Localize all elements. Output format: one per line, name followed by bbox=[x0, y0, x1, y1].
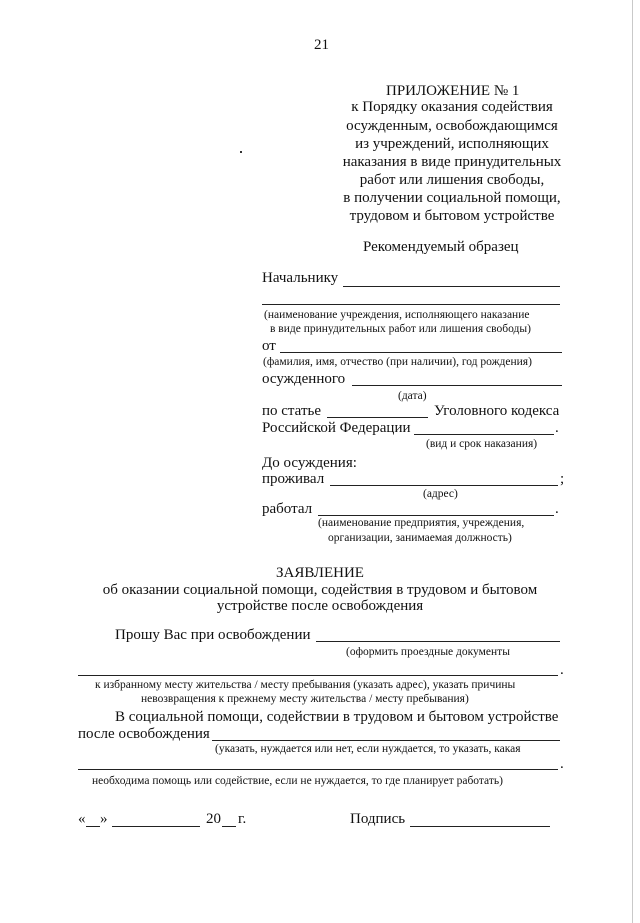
help-line bbox=[78, 769, 558, 770]
appendix-line: наказания в виде принудительных bbox=[342, 154, 562, 170]
signature-line bbox=[410, 826, 550, 827]
residence-hint: невозвращения к прежнему месту жительства / месту пребывания) bbox=[141, 693, 469, 705]
institution-line bbox=[262, 304, 560, 305]
sample-note: Рекомендуемый образец bbox=[363, 239, 519, 255]
institution-hint: в виде принудительных работ или лишения свободы) bbox=[270, 323, 531, 335]
code-label: Уголовного кодекса bbox=[434, 403, 560, 419]
date-open-quote: « bbox=[78, 811, 86, 827]
semicolon-mark: ; bbox=[560, 471, 565, 487]
from-label: от bbox=[262, 338, 276, 354]
social-line: после освобождения bbox=[78, 726, 210, 742]
appendix-line: в получении социальной помощи, bbox=[343, 190, 561, 206]
date-year-suffix: г. bbox=[238, 811, 247, 827]
work-hint: (наименование предприятия, учреждения, bbox=[318, 517, 525, 529]
help-hint: необходима помощь или содействие, если не нуждается, то где планирует работать) bbox=[92, 775, 503, 787]
appendix-line: к Порядку оказания содействия bbox=[351, 99, 553, 115]
convict-label: осужденного bbox=[262, 371, 346, 387]
from-line bbox=[280, 352, 562, 353]
statement-title: ЗАЯВЛЕНИЕ bbox=[276, 565, 364, 581]
lived-label: проживал bbox=[262, 471, 325, 487]
appendix-line: трудовом и бытовом устройстве bbox=[349, 208, 555, 224]
date-year-prefix: 20 bbox=[206, 811, 221, 827]
work-hint: организации, занимаемая должность) bbox=[328, 532, 512, 544]
federation-label: Российской Федерации bbox=[262, 420, 411, 436]
date-month-line bbox=[112, 826, 200, 827]
page-number: 21 bbox=[314, 37, 329, 53]
request-line bbox=[316, 641, 560, 642]
social-line: В социальной помощи, содействии в трудовом и бытовом устройстве bbox=[115, 709, 559, 725]
period-mark: . bbox=[555, 420, 559, 436]
statement-subtitle: устройстве после освобождения bbox=[216, 598, 424, 614]
line-end-mark: . bbox=[560, 662, 564, 678]
signature-label: Подпись bbox=[350, 811, 406, 827]
appendix-line: работ или лишения свободы, bbox=[359, 172, 545, 188]
chief-label: Начальнику bbox=[262, 270, 339, 286]
sentence-hint: (вид и срок наказания) bbox=[426, 438, 538, 450]
scan-speck bbox=[240, 151, 242, 153]
social-answer-line bbox=[212, 740, 560, 741]
date-year-line bbox=[222, 826, 236, 827]
sentence-line bbox=[414, 434, 554, 435]
line-end-mark: . bbox=[560, 756, 564, 772]
appendix-title: ПРИЛОЖЕНИЕ № 1 bbox=[386, 83, 520, 99]
statement-subtitle: об оказании социальной помощи, содействия в трудовом и бытовом bbox=[102, 582, 538, 598]
request-label: Прошу Вас при освобождении bbox=[115, 627, 311, 643]
worked-line bbox=[318, 515, 554, 516]
appendix-line: осужденным, освобождающимся bbox=[346, 118, 558, 134]
chief-line bbox=[343, 286, 560, 287]
worked-period-mark: . bbox=[555, 501, 559, 517]
residence-hint: к избранному месту жительства / месту пребывания (указать адрес), указать причины bbox=[95, 679, 516, 691]
date-hint: (дата) bbox=[398, 390, 427, 402]
date-close-quote: » bbox=[100, 811, 108, 827]
institution-hint: (наименование учреждения, исполняющего наказание bbox=[264, 309, 530, 321]
before-label: До осуждения: bbox=[262, 455, 357, 471]
need-hint: (указать, нуждается или нет, если нуждается, то указать, какая bbox=[215, 743, 521, 755]
worked-label: работал bbox=[262, 501, 313, 517]
article-label: по статье bbox=[262, 403, 321, 419]
date-day-line bbox=[86, 826, 100, 827]
residence-line bbox=[78, 675, 558, 676]
convict-line bbox=[352, 385, 562, 386]
address-hint: (адрес) bbox=[423, 488, 458, 500]
name-hint: (фамилия, имя, отчество (при наличии), год рождения) bbox=[263, 356, 532, 368]
lived-line bbox=[330, 485, 558, 486]
docs-hint: (оформить проездные документы bbox=[346, 646, 510, 658]
appendix-line: из учреждений, исполняющих bbox=[355, 136, 549, 152]
article-line bbox=[327, 417, 428, 418]
